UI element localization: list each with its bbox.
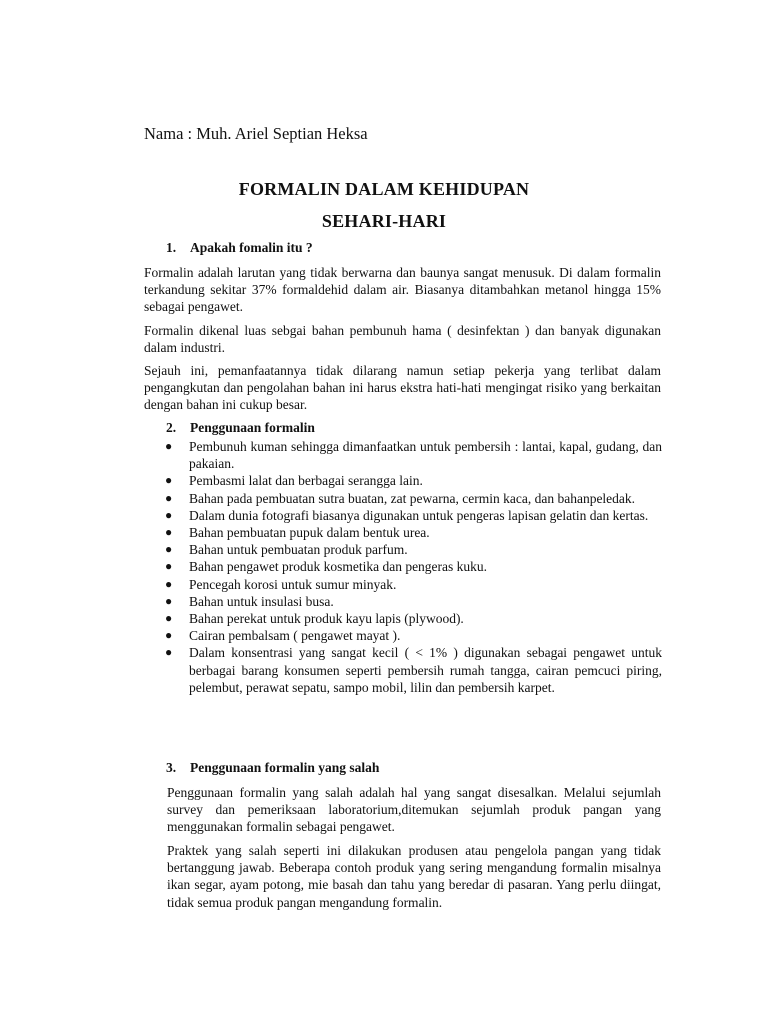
list-item: ● Pembunuh kuman sehingga dimanfaatkan untuk pembersih : lantai, kapal, gudang, dan pakaian.: [165, 439, 662, 472]
section-heading-1: [166, 240, 313, 256]
section-heading-2: [166, 420, 315, 436]
paragraph: Formalin adalah larutan yang tidak berwarna dan baunya sangat menusuk. Di dalam formalin terkandung sekitar 37% formaldehid dalam air. Biasanya ditambahkan metanol hingga 15% sebagai pengawet.: [144, 265, 661, 315]
author-name: Nama : Muh. Ariel Septian Heksa: [144, 124, 368, 143]
document-title-line-2: SEHARI-HARI: [321, 211, 447, 231]
section-number: 1.: [166, 240, 177, 255]
paragraph: Praktek yang salah seperti ini dilakukan produsen atau pengelola pangan yang tidak bertanggung jawab. Beberapa contoh produk yang sering mengandung formalin misalnya ikan segar, ayam potong, mie basah dan tahu yang beredar di pasaran. Yang perlu diingat, tidak semua produk pangan mengandung formalin.: [167, 843, 661, 910]
list-item: ● Dalam konsentrasi yang sangat kecil ( < 1% ) digunakan sebagai pengawet untuk berbagai barang konsumen seperti pembersih rumah tangga, cairan pemcuci piring, pelembut, perawat sepatu, sampo mobil, lilin dan pembersih karpet.: [165, 645, 662, 695]
paragraph: Sejauh ini, pemanfaatannya tidak dilarang namun setiap pekerja yang terlibat dalam pengangkutan dan pengolahan bahan ini harus ekstra hati-hati mengingat risiko yang berkaitan dengan bahan ini cukup besar.: [144, 363, 661, 413]
bullet-icon: ●: [165, 439, 173, 453]
section-title: Apakah fomalin itu ?: [190, 240, 313, 255]
bullet-icon: ●: [165, 645, 173, 660]
list-item: ● Dalam dunia fotografi biasanya digunakan untuk pengeras lapisan gelatin dan kertas.: [165, 507, 649, 523]
list-item: ● Bahan perekat untuk produk kayu lapis (plywood).: [165, 611, 464, 627]
bullet-icon: ●: [165, 525, 173, 540]
usage-list: [165, 438, 662, 696]
bullet-icon: ●: [165, 473, 173, 488]
paragraph: Formalin dikenal luas sebgai bahan pembunuh hama ( desinfektan ) dan banyak digunakan dalam industri.: [144, 323, 661, 356]
list-item: ● Bahan untuk insulasi busa.: [165, 593, 334, 609]
section-number: 2.: [166, 420, 177, 435]
section-number: 3.: [166, 760, 177, 775]
list-item: ● Bahan pengawet produk kosmetika dan pengeras kuku.: [165, 559, 488, 575]
list-item: ● Pembasmi lalat dan berbagai serangga lain.: [165, 473, 423, 489]
bullet-icon: ●: [165, 490, 173, 505]
bullet-icon: ●: [165, 593, 173, 608]
list-item: ● Pencegah korosi untuk sumur minyak.: [165, 576, 397, 592]
list-item: ● Bahan untuk pembuatan produk parfum.: [165, 542, 408, 558]
paragraph: Penggunaan formalin yang salah adalah hal yang sangat disesalkan. Melalui sejumlah survey dan pemeriksaan laboratorium,ditemukan sejumlah produk pangan yang menggunakan formalin sebagai pengawet.: [167, 785, 661, 835]
bullet-icon: ●: [165, 542, 173, 557]
list-item: ● Bahan pada pembuatan sutra buatan, zat pewarna, cermin kaca, dan bahanpeledak.: [165, 490, 636, 506]
bullet-icon: ●: [165, 576, 173, 591]
bullet-icon: ●: [165, 559, 173, 574]
section-title: Penggunaan formalin: [190, 420, 315, 435]
bullet-icon: ●: [165, 507, 173, 522]
bullet-icon: ●: [165, 611, 173, 626]
list-item: ● Bahan pembuatan pupuk dalam bentuk urea.: [165, 525, 430, 541]
list-item: ● Cairan pembalsam ( pengawet mayat ).: [165, 628, 401, 644]
section-heading-3: [166, 760, 379, 776]
section-title: Penggunaan formalin yang salah: [190, 760, 380, 775]
document-title-line-1: FORMALIN DALAM KEHIDUPAN: [238, 179, 530, 199]
bullet-icon: ●: [165, 628, 173, 643]
